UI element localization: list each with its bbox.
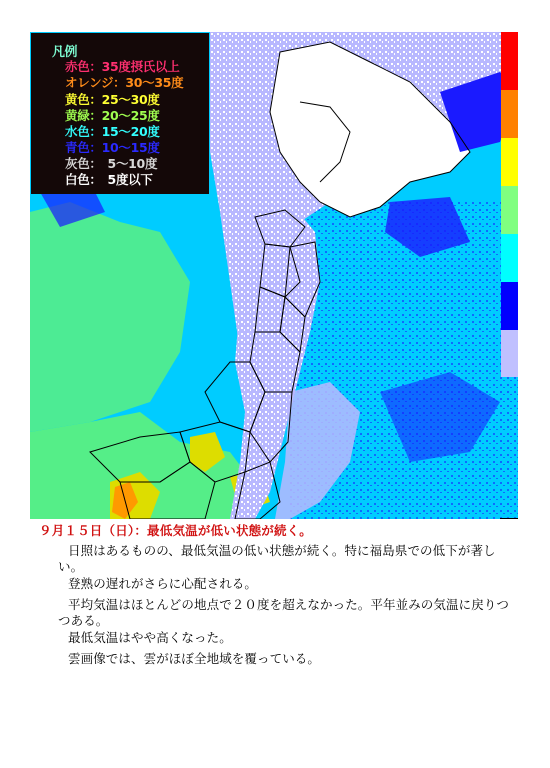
legend-item-orange: オレンジ：30～35度 (65, 75, 184, 90)
scale-band-red (501, 32, 518, 90)
paragraph-3 (58, 597, 518, 629)
paragraph-4 (58, 630, 518, 646)
legend-title: 凡例 (52, 45, 78, 60)
paragraph-1 (58, 543, 518, 575)
paragraph-3-text: 平均気温はほとんどの地点で２０度を超えなかった。平年並みの気温に戻りつつある。 (58, 597, 510, 628)
paragraph-1-text: 日照はあるものの、最低気温の低い状態が続く。特に福島県での低下が著しい。 (58, 543, 496, 574)
scale-band-light-blue (501, 234, 518, 282)
color-scale-bar (501, 32, 518, 377)
legend-item-light-blue: 水色：15～20度 (65, 124, 160, 139)
legend-item-yellow: 黄色：25～30度 (65, 92, 160, 107)
legend-item-gray: 灰色： 5～10度 (65, 156, 158, 171)
paragraph-2-text: 登熟の遅れがさらに心配される。 (68, 576, 258, 591)
legend-panel (31, 33, 209, 194)
legend-item-blue: 青色：10～15度 (65, 140, 160, 155)
legend-item-red: 赤色：35度摂氏以上 (65, 59, 180, 74)
scale-band-gray (501, 330, 518, 377)
scale-band-orange (501, 90, 518, 138)
scale-band-blue (501, 282, 518, 330)
scale-band-yellow-green (501, 186, 518, 234)
paragraph-4-text: 最低気温はやや高くなった。 (68, 630, 232, 645)
paragraph-5 (58, 651, 518, 667)
scale-band-yellow (501, 138, 518, 186)
legend-item-yellow-green: 黄緑：20～25度 (65, 108, 160, 123)
paragraph-2 (58, 576, 518, 592)
report-headline: ９月１５日（日）：最低気温が低い状態が続く。 (39, 523, 312, 538)
legend-item-white: 白色： 5度以下 (65, 172, 153, 187)
frame-tick (500, 518, 518, 519)
paragraph-5-text: 雲画像では、雲がほぼ全地域を覆っている。 (68, 651, 321, 666)
